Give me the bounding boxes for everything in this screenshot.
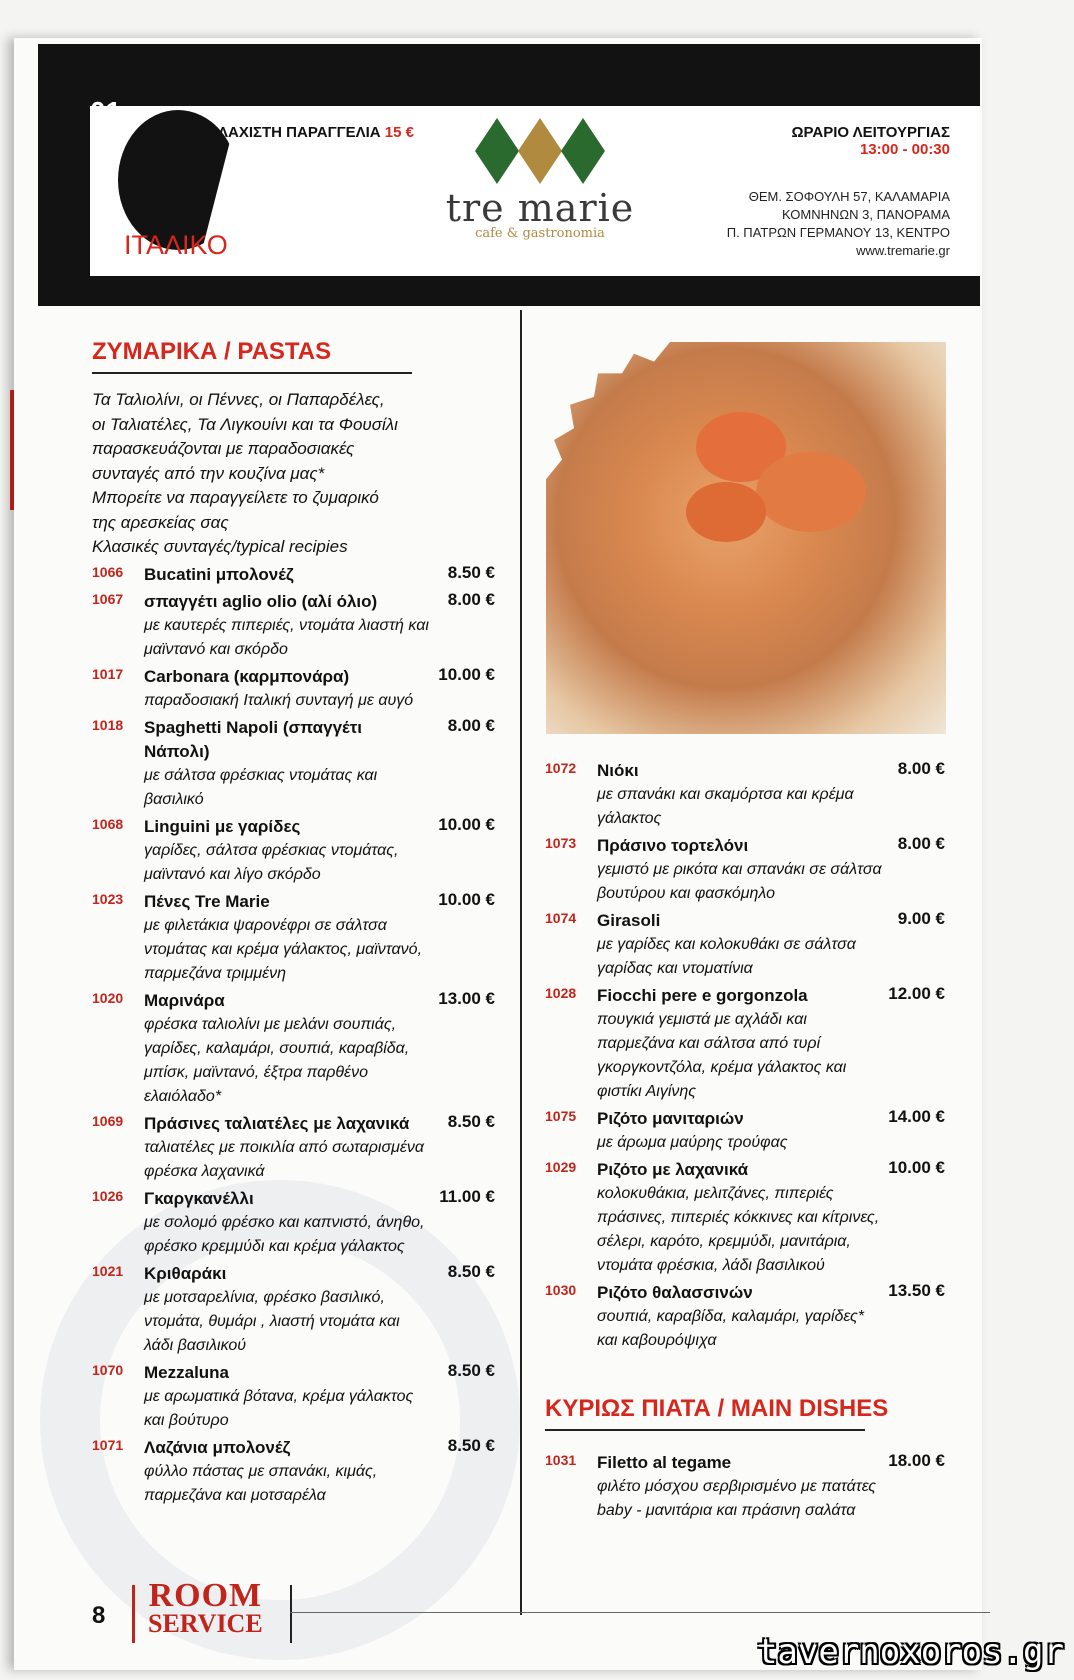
address-line: ΘΕΜ. ΣΟΦΟΥΛΗ 57, ΚΑΛΑΜΑΡΙΑ (748, 189, 950, 204)
menu-item-name: Linguini με γαρίδες (144, 816, 301, 836)
menu-item-name: Πράσινες ταλιατέλες με λαχανικά (144, 1113, 410, 1133)
menu-item-price: 8.50 € (447, 1360, 495, 1380)
hours-value: 13:00 - 00:30 (859, 141, 950, 158)
main-dishes-list (545, 1451, 945, 1523)
footer-brand-line1: ROOM (148, 1577, 263, 1614)
menu-item-description: με γαρίδες και κολοκυθάκι σε σάλτσα γαρίδας και ντοματίνια (597, 936, 856, 977)
menu-item-price: 8.50 € (447, 1435, 495, 1455)
menu-item-description: με σπανάκι και σκαμόρτσα και κρέμα γάλακτος (597, 786, 854, 827)
menu-item (92, 665, 495, 713)
menu-item-code: 1067 (92, 590, 124, 607)
menu-item-name: Mezzaluna (144, 1362, 230, 1382)
menu-item-price: 13.00 € (438, 988, 495, 1008)
menu-item-code: 1026 (92, 1187, 124, 1204)
menu-item-price: 14.00 € (888, 1107, 945, 1126)
menu-item-code: 1069 (92, 1112, 124, 1129)
pastas-intro (92, 388, 495, 560)
menu-item-description: με αρωματικά βότανα, κρέμα γάλακτος και βούτυρο (144, 1387, 414, 1429)
menu-item (92, 563, 495, 587)
menu-item-code: 1073 (545, 835, 577, 851)
menu-item-description: με μοτσαρελίνια, φρέσκο βασιλικό, ντομάτα, θυμάρι , λιαστή ντομάτα και λάδι βασιλικού (144, 1288, 400, 1354)
pasta-list-left (92, 563, 495, 1508)
footer-bar (132, 1585, 135, 1643)
menu-item-name: Νιόκι (597, 761, 639, 780)
menu-item-price: 11.00 € (439, 1186, 495, 1206)
menu-item-code: 1018 (92, 716, 124, 733)
menu-item-price: 10.00 € (438, 664, 495, 684)
addresses (727, 188, 950, 260)
menu-item-name: Carbonara (καρμπονάρα) (144, 666, 350, 686)
menu-item-price: 9.00 € (897, 909, 945, 928)
menu-item-name: Bucatini μπολονέζ (144, 564, 294, 584)
brand-logo (440, 118, 640, 258)
intro-line: Μπορείτε να παραγγείλετε το ζυμαρικό (92, 488, 379, 507)
website[interactable]: www.tremarie.gr (856, 243, 950, 258)
menu-item-name: Ριζότο με λαχανικά (597, 1160, 749, 1179)
intro-line: Κλασικές συνταγές/typical recipies (92, 537, 348, 556)
menu-item (92, 1262, 495, 1358)
address-line: ΚΟΜΝΗΝΩΝ 3, ΠΑΝΟΡΑΜΑ (782, 207, 950, 222)
menu-item (92, 716, 495, 812)
intro-line: της αρεσκείας σας (92, 512, 229, 532)
menu-item-price: 8.00 € (897, 759, 945, 778)
menu-item-code: 1031 (545, 1452, 577, 1468)
menu-item-description: γεμιστό με ρικότα και σπανάκι σε σάλτσα βουτύρου και φασκόμηλο (597, 861, 882, 902)
menu-item-code: 1029 (545, 1159, 577, 1175)
menu-item-price: 8.00 € (897, 834, 945, 853)
menu-item-name: Ριζότο θαλασσινών (597, 1283, 753, 1302)
menu-item-name: Πένες Tre Marie (144, 891, 270, 911)
menu-item-description: ταλιατέλες με ποικιλία από σωταρισμένα φρέσκα λαχανικά (144, 1138, 425, 1180)
hours-label: ΩΡΑΡΙΟ ΛΕΙΤΟΥΡΓΙΑΣ (791, 124, 950, 141)
address-line: Π. ΠΑΤΡΩΝ ΓΕΡΜΑΝΟΥ 13, ΚΕΝΤΡΟ (726, 225, 950, 240)
menu-item-code: 1075 (545, 1108, 577, 1124)
menu-item-name: Filetto al tegame (597, 1453, 732, 1472)
logo-name: tre marie (445, 186, 635, 230)
menu-item-code: 1030 (545, 1282, 577, 1298)
menu-item-price: 10.00 € (438, 889, 495, 909)
menu-item (545, 1107, 945, 1155)
menu-item-description: με καυτερές πιπεριές, ντομάτα λιαστή και μαϊντανό και σκόρδο (144, 616, 429, 658)
menu-item-name: Γκαργκανέλλι (144, 1188, 254, 1208)
menu-item-price: 18.00 € (888, 1451, 945, 1470)
menu-item-code: 1023 (92, 890, 124, 907)
footer-bar (290, 1585, 292, 1643)
right-column (545, 756, 945, 1523)
column-divider (520, 310, 522, 1615)
menu-item (92, 1112, 495, 1184)
menu-item (545, 834, 945, 906)
menu-item-price: 10.00 € (438, 814, 495, 834)
risotto-photo (546, 342, 946, 734)
menu-item-description: γαρίδες, σάλτσα φρέσκιας ντομάτας, μαϊντανό και λίγο σκόρδο (144, 841, 399, 883)
menu-item-price: 12.00 € (888, 984, 945, 1003)
menu-item-description: με φιλετάκια ψαρονέφρι σε σάλτσα ντομάτας και κρέμα γάλακτος, μαϊντανό, παρμεζάνα τριμμένη (144, 916, 423, 982)
menu-item-code: 1028 (545, 985, 577, 1001)
left-column (92, 338, 495, 1508)
menu-item-name: Girasoli (597, 911, 661, 930)
menu-item (92, 890, 495, 986)
intro-line: παρασκευάζονται με παραδοσιακές (92, 439, 355, 458)
menu-item (545, 909, 945, 981)
shrimp-shape (686, 482, 766, 542)
menu-item-name: σπαγγέτι aglio olio (αλί όλιο) (144, 591, 378, 611)
menu-item-code: 1072 (545, 760, 577, 776)
menu-item-name: Ριζότο μανιταριών (597, 1109, 744, 1128)
menu-item (92, 989, 495, 1109)
menu-item-price: 8.50 € (447, 562, 495, 582)
menu-item-code: 1020 (92, 989, 124, 1006)
section-rule (92, 372, 412, 374)
section-title-pastas: ΖΥΜΑΡΙΚΑ / PASTAS (92, 338, 332, 365)
footer-rule (290, 1612, 990, 1613)
intro-line: οι Ταλιατέλες, Τα Λιγκουίνι και τα Φουσίλι (92, 414, 398, 434)
pasta-list-right (545, 759, 945, 1353)
menu-item-name: Μαρινάρα (144, 990, 225, 1010)
menu-item (545, 984, 945, 1104)
footer-brand-line2: SERVICE (148, 1609, 263, 1638)
footer-page-number: 8 (92, 1602, 106, 1629)
footer-brand (148, 1577, 263, 1638)
menu-item-description: με σάλτσα φρέσκιας ντομάτας και βασιλικό (144, 766, 378, 808)
menu-item-description: φρέσκα ταλιολίνι με μελάνι σουπιάς, γαρίδες, καλαμάρι, σουπιά, καραβίδα, μπίσκ, μαϊντανό, έξτρα παρθένο ελαιόλαδο* (144, 1015, 410, 1105)
menu-item-code: 1071 (92, 1436, 124, 1453)
menu-item-description: κολοκυθάκια, μελιτζάνες, πιπεριές πράσινες, πιπεριές κόκκινες και κίτρινες, σέλερι, καρότο, κρεμμύδι, μανιτάρια, ντομάτα φρέσκια, λάδι βασιλικού (597, 1185, 880, 1274)
menu-item-description: με άρωμα μαύρης τρούφας (597, 1134, 788, 1151)
menu-item-description: φύλλο πάστας με σπανάκι, κιμάς, παρμεζάνα και μοτσαρέλα (144, 1462, 378, 1504)
menu-item (92, 590, 495, 662)
menu-item-price: 8.00 € (447, 715, 495, 735)
menu-item (545, 1158, 945, 1278)
menu-item-name: Spaghetti Napoli (σπαγγέτι Νάπολι) (144, 717, 363, 761)
section-rule (545, 1429, 865, 1431)
menu-item-code: 1070 (92, 1361, 124, 1378)
menu-item (545, 759, 945, 831)
menu-item-description: σουπιά, καραβίδα, καλαμάρι, γαρίδες* και καβουρόψιχα (597, 1308, 864, 1349)
logo-subtitle: cafe & gastronomia (475, 226, 605, 241)
menu-item-name: Πράσινο τορτελόνι (597, 836, 749, 855)
header-page-number: 01 (90, 96, 122, 127)
intro-line: Τα Ταλιολίνι, οι Πέννες, οι Παπαρδέλες, (92, 390, 385, 409)
menu-item-code: 1074 (545, 910, 577, 926)
menu-item-description: πουγκιά γεμιστά με αχλάδι και παρμεζάνα και σάλτσα από τυρί γκοργκοντζόλα, κρέμα γάλακτος και φιστίκι Αιγίνης (597, 1011, 847, 1100)
menu-item (545, 1281, 945, 1353)
min-order-label: ΕΛΑΧΙΣΤΗ ΠΑΡΑΓΓΕΛΙΑ (208, 124, 381, 141)
menu-item-code: 1021 (92, 1262, 124, 1279)
menu-item-name: Λαζάνια μπολονέζ (144, 1437, 291, 1457)
shrimp-shape (756, 452, 866, 532)
menu-item-name: Κριθαράκι (144, 1263, 227, 1283)
menu-item-price: 8.00 € (447, 589, 495, 609)
min-order-amount: 15 € (384, 124, 414, 141)
menu-item-description: με σολομό φρέσκο και καπνιστό, άνηθο, φρέσκο κρεμμύδι και κρέμα γάλακτος (144, 1213, 425, 1255)
menu-item-code: 1017 (92, 665, 124, 682)
menu-item (92, 815, 495, 887)
menu-item (92, 1436, 495, 1508)
menu-item-name: Fiocchi pere e gorgonzola (597, 986, 808, 1005)
menu-item-price: 13.50 € (888, 1281, 945, 1300)
diamonds-logo-icon (475, 118, 605, 184)
menu-item (545, 1451, 945, 1523)
section-title-main-dishes: ΚΥΡΙΩΣ ΠΙΑΤΑ / MAIN DISHES (545, 1395, 889, 1422)
watermark: tavernoxoros.gr (756, 1632, 1064, 1672)
min-order (208, 124, 414, 141)
menu-item-price: 10.00 € (888, 1158, 945, 1177)
menu-item-price: 8.50 € (447, 1261, 495, 1281)
opening-hours (791, 124, 950, 158)
menu-item (92, 1187, 495, 1259)
intro-line: συνταγές από την κουζίνα μας* (92, 463, 325, 483)
menu-item-description: παραδοσιακή Ιταλική συνταγή με αυγό (144, 691, 414, 709)
menu-item (92, 1361, 495, 1433)
menu-item-code: 1066 (92, 563, 124, 580)
menu-item-description: φιλέτο μόσχου σερβιρισμένο με πατάτες baby - μανιτάρια και πράσινη σαλάτα (597, 1478, 877, 1519)
category-title: ΙΤΑΛΙΚΟ (124, 230, 228, 260)
menu-item-code: 1068 (92, 815, 124, 832)
menu-item-price: 8.50 € (447, 1111, 495, 1131)
